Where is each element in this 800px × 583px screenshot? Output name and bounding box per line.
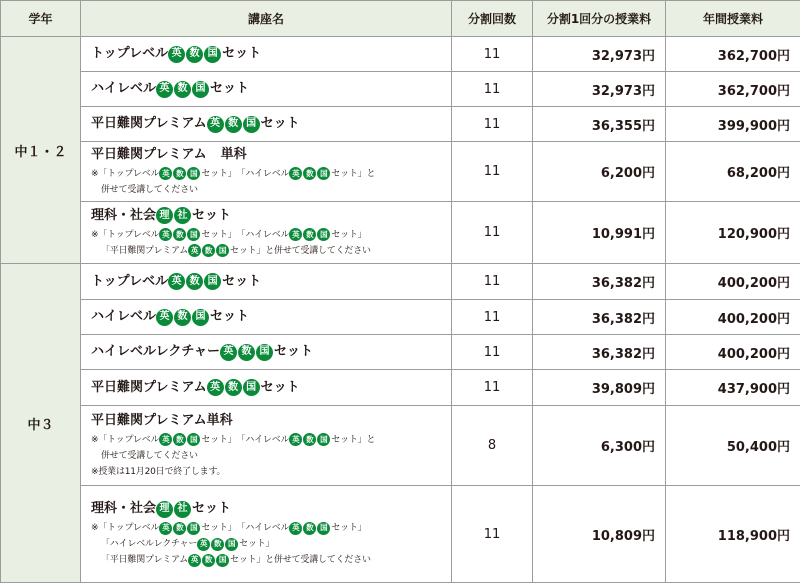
per-cell: 36,382円 [533, 300, 666, 335]
note-text: セット」 [201, 523, 237, 533]
note-text: セット」 [201, 168, 237, 179]
table-row [1, 37, 800, 72]
count-cell: 11 [452, 486, 533, 583]
count-cell: 8 [452, 406, 533, 486]
koku-badge-icon: 国 [192, 309, 209, 326]
koku-badge-icon: 国 [225, 538, 238, 551]
course-name: 平日難関プレミアム [91, 379, 207, 395]
ei-badge-icon: 英 [188, 244, 201, 257]
ei-badge-icon: 英 [289, 522, 302, 535]
koku-badge-icon: 国 [187, 522, 200, 535]
course-suffix: セット [210, 309, 250, 324]
year-cell: 118,900円 [666, 486, 800, 583]
course-name: 平日難関プレミアム [91, 116, 207, 131]
koku-badge-icon: 国 [243, 379, 260, 396]
header-row [1, 1, 800, 37]
count-cell: 11 [452, 335, 533, 370]
koku-badge-icon: 国 [317, 433, 330, 446]
course-name: 平日難関プレミアム単科 [91, 412, 233, 428]
note-text: 「ハイレベルレクチャー [101, 539, 198, 549]
koku-badge-icon: 国 [317, 228, 330, 241]
year-cell: 400,200円 [666, 300, 800, 335]
ei-badge-icon: 英 [207, 116, 224, 133]
count-cell: 11 [452, 107, 533, 142]
year-cell: 50,400円 [666, 406, 800, 486]
count-cell: 11 [452, 370, 533, 406]
ei-badge-icon: 英 [168, 273, 185, 290]
note-text: 「ハイレベル [236, 229, 290, 240]
su-badge-icon: 数 [173, 228, 186, 241]
note-text: ※「トップレベル [91, 229, 160, 240]
year-cell: 437,900円 [666, 370, 800, 406]
header-year: 年間授業料 [666, 1, 800, 37]
note-text: セット」 [331, 523, 367, 533]
su-badge-icon: 数 [174, 309, 191, 326]
per-cell: 39,809円 [533, 370, 666, 406]
koku-badge-icon: 国 [317, 522, 330, 535]
year-cell: 68,200円 [666, 142, 800, 202]
course-notes [91, 432, 451, 480]
course-name: トップレベル [91, 46, 169, 61]
su-badge-icon: 数 [173, 167, 186, 180]
ei-badge-icon: 英 [220, 344, 237, 361]
course-suffix: 単科 [220, 146, 247, 162]
ei-badge-icon: 英 [197, 538, 210, 551]
su-badge-icon: 数 [186, 273, 203, 290]
table-row [1, 72, 800, 107]
su-badge-icon: 数 [211, 538, 224, 551]
course-notes [91, 166, 451, 198]
course-name: 理科・社会 [91, 501, 157, 516]
course-cell [81, 72, 452, 107]
note-text: セット」と併せて受講してください [230, 555, 371, 565]
course-name: ハイレベルレクチャー [91, 344, 221, 359]
ei-badge-icon: 英 [159, 228, 172, 241]
su-badge-icon: 数 [303, 522, 316, 535]
sha-badge-icon: 社 [174, 207, 191, 224]
ei-badge-icon: 英 [289, 167, 302, 180]
koku-badge-icon: 国 [216, 554, 229, 567]
course-suffix: セット [210, 81, 250, 96]
course-suffix: セット [222, 46, 262, 61]
table-row [1, 142, 800, 202]
note-text: 併せて受講してください [101, 450, 198, 461]
ei-badge-icon: 英 [289, 433, 302, 446]
koku-badge-icon: 国 [187, 433, 200, 446]
course-suffix: セット [274, 344, 314, 359]
course-suffix: セット [260, 379, 300, 395]
course-cell [81, 370, 452, 406]
note-text: ※「トップレベル [91, 434, 160, 445]
table-row [1, 264, 800, 300]
per-cell: 6,200円 [533, 142, 666, 202]
note-text: セット」 [201, 434, 237, 445]
ei-badge-icon: 英 [159, 433, 172, 446]
ei-badge-icon: 英 [159, 167, 172, 180]
course-name: ハイレベル [91, 81, 157, 96]
su-badge-icon: 数 [225, 379, 242, 396]
note-text: セット」と [331, 168, 376, 179]
ei-badge-icon: 英 [159, 522, 172, 535]
note-text: 「ハイレベル [236, 168, 290, 179]
per-cell: 6,300円 [533, 406, 666, 486]
course-cell [81, 335, 452, 370]
table-row [1, 406, 800, 486]
note-text: ※授業は11月20日で終了します。 [91, 466, 226, 477]
grade-cell-3: 中３ [1, 264, 81, 583]
su-badge-icon: 数 [173, 433, 186, 446]
note-text: セット」 [331, 229, 367, 240]
koku-badge-icon: 国 [243, 116, 260, 133]
per-cell: 32,973円 [533, 37, 666, 72]
note-text: セット」と [331, 434, 376, 445]
course-suffix: セット [192, 501, 232, 516]
table-row [1, 107, 800, 142]
course-suffix: セット [222, 273, 262, 289]
koku-badge-icon: 国 [187, 228, 200, 241]
course-name: 理科・社会 [91, 207, 157, 223]
table-row [1, 370, 800, 406]
course-cell [81, 202, 452, 264]
per-cell: 32,973円 [533, 72, 666, 107]
table-row [1, 300, 800, 335]
su-badge-icon: 数 [174, 81, 191, 98]
per-cell: 10,809円 [533, 486, 666, 583]
header-grade: 学年 [1, 1, 81, 37]
year-cell: 400,200円 [666, 335, 800, 370]
note-text: セット」 [201, 229, 237, 240]
ri-badge-icon: 理 [156, 501, 173, 518]
course-cell [81, 406, 452, 486]
ri-badge-icon: 理 [156, 207, 173, 224]
su-badge-icon: 数 [303, 167, 316, 180]
koku-badge-icon: 国 [204, 273, 221, 290]
ei-badge-icon: 英 [156, 309, 173, 326]
note-text: セット」と併せて受講してください [230, 245, 371, 256]
count-cell: 11 [452, 142, 533, 202]
course-name: ハイレベル [91, 309, 157, 324]
course-name: 平日難関プレミアム [91, 146, 207, 162]
course-cell [81, 142, 452, 202]
note-text: 「平日難関プレミアム [101, 555, 189, 565]
header-per: 分割1回分の授業料 [533, 1, 666, 37]
koku-badge-icon: 国 [204, 46, 221, 63]
year-cell: 362,700円 [666, 72, 800, 107]
sha-badge-icon: 社 [174, 501, 191, 518]
note-text: 「平日難関プレミアム [101, 245, 189, 256]
note-text: 併せて受講してください [101, 184, 198, 195]
koku-badge-icon: 国 [187, 167, 200, 180]
year-cell: 399,900円 [666, 107, 800, 142]
course-notes [91, 227, 451, 259]
ei-badge-icon: 英 [156, 81, 173, 98]
note-text: ※「トップレベル [91, 523, 160, 533]
su-badge-icon: 数 [173, 522, 186, 535]
per-cell: 36,355円 [533, 107, 666, 142]
count-cell: 11 [452, 264, 533, 300]
su-badge-icon: 数 [225, 116, 242, 133]
course-notes [91, 520, 451, 568]
koku-badge-icon: 国 [192, 81, 209, 98]
ei-badge-icon: 英 [168, 46, 185, 63]
table-row [1, 202, 800, 264]
course-cell [81, 264, 452, 300]
note-text: 「ハイレベル [236, 523, 290, 533]
year-cell: 362,700円 [666, 37, 800, 72]
per-cell: 36,382円 [533, 335, 666, 370]
course-suffix: セット [192, 207, 232, 223]
su-badge-icon: 数 [186, 46, 203, 63]
course-suffix: セット [260, 116, 300, 131]
table-row [1, 335, 800, 370]
note-text: ※「トップレベル [91, 168, 160, 179]
course-cell [81, 486, 452, 583]
su-badge-icon: 数 [202, 554, 215, 567]
grade-cell-1-2: 中１・２ [1, 37, 81, 264]
ei-badge-icon: 英 [289, 228, 302, 241]
count-cell: 11 [452, 300, 533, 335]
header-course: 講座名 [81, 1, 452, 37]
year-cell: 120,900円 [666, 202, 800, 264]
koku-badge-icon: 国 [317, 167, 330, 180]
note-text: 「ハイレベル [236, 434, 290, 445]
su-badge-icon: 数 [303, 433, 316, 446]
course-cell [81, 107, 452, 142]
course-cell [81, 300, 452, 335]
su-badge-icon: 数 [303, 228, 316, 241]
count-cell: 11 [452, 72, 533, 107]
per-cell: 10,991円 [533, 202, 666, 264]
ei-badge-icon: 英 [207, 379, 224, 396]
year-cell: 400,200円 [666, 264, 800, 300]
ei-badge-icon: 英 [188, 554, 201, 567]
course-cell [81, 37, 452, 72]
su-badge-icon: 数 [202, 244, 215, 257]
koku-badge-icon: 国 [216, 244, 229, 257]
count-cell: 11 [452, 37, 533, 72]
per-cell: 36,382円 [533, 264, 666, 300]
koku-badge-icon: 国 [256, 344, 273, 361]
header-count: 分割回数 [452, 1, 533, 37]
count-cell: 11 [452, 202, 533, 264]
table-row [1, 486, 800, 583]
course-name: トップレベル [91, 273, 169, 289]
su-badge-icon: 数 [238, 344, 255, 361]
note-text: セット」 [239, 539, 275, 549]
